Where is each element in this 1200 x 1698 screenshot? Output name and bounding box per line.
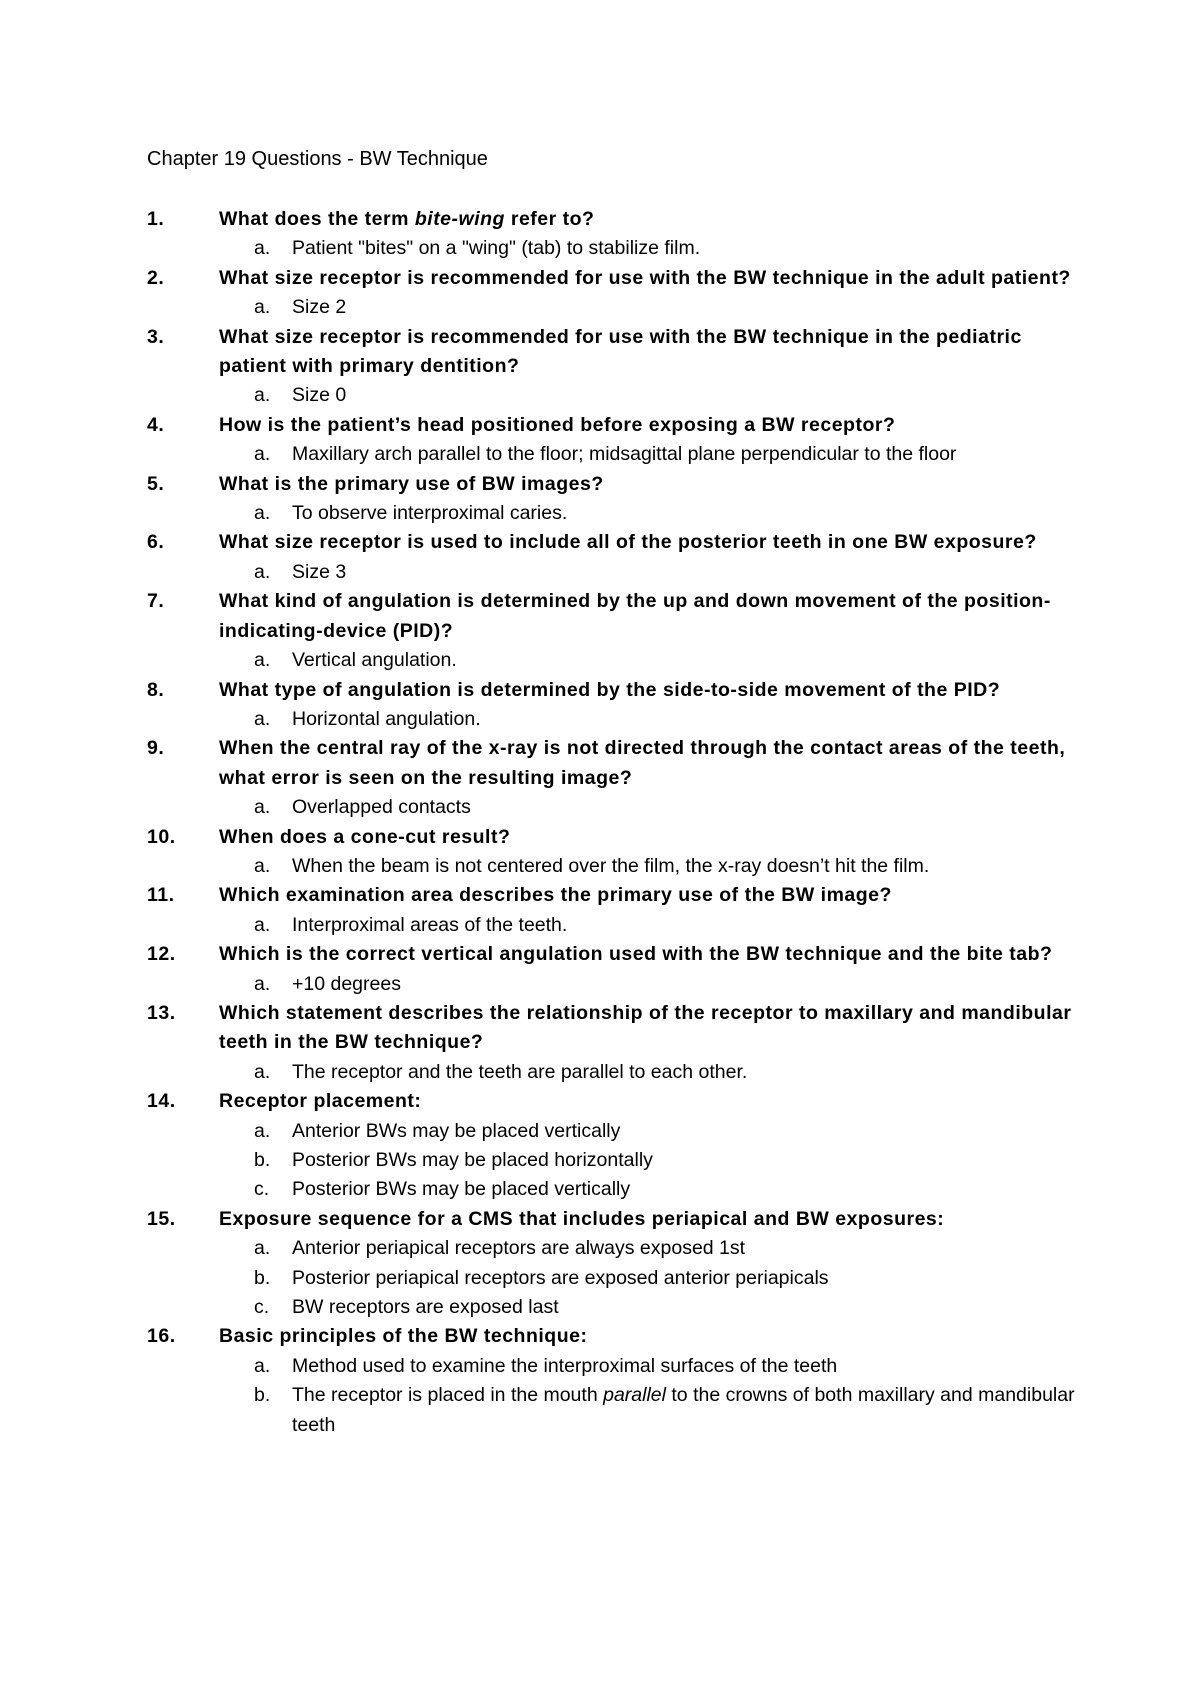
- text-span: Maxillary arch parallel to the floor; midsagittal plane perpendicular to the floor: [292, 443, 957, 466]
- italic-term: parallel: [603, 1384, 666, 1407]
- answer-text: [292, 1264, 1092, 1293]
- question-number: 6.: [147, 531, 165, 554]
- answer-letter: a.: [254, 237, 271, 260]
- question-item: [0, 411, 1200, 470]
- question-item: [0, 676, 1200, 735]
- answer-letter: a.: [254, 972, 271, 995]
- answer-text: [292, 499, 1092, 528]
- answer-list: [0, 293, 1200, 322]
- answer-text: [292, 793, 1092, 822]
- text-span: How is the patient’s head positioned before exposing a BW receptor?: [219, 413, 896, 436]
- answer-text: [292, 234, 1092, 263]
- question-text: [219, 881, 1079, 910]
- text-span: Size 3: [292, 560, 347, 583]
- answer-letter: a.: [254, 296, 271, 319]
- answer-text: [292, 558, 1092, 587]
- answer-letter: a.: [254, 502, 271, 525]
- text-span: The receptor and the teeth are parallel to each other.: [292, 1060, 748, 1083]
- answer-item: [0, 558, 1200, 587]
- question-item: [0, 940, 1200, 999]
- question-number: 1.: [147, 208, 165, 230]
- answer-text: [292, 1117, 1092, 1146]
- text-span: Interproximal areas of the teeth.: [292, 913, 568, 936]
- question-number: 16.: [147, 1325, 176, 1348]
- text-span: Method used to examine the interproximal surfaces of the teeth: [292, 1354, 838, 1377]
- text-span: Vertical angulation.: [292, 649, 457, 672]
- answer-list: [0, 911, 1200, 940]
- question-text: [219, 1205, 1079, 1234]
- text-span: Overlapped contacts: [292, 796, 471, 819]
- question-text: [219, 323, 1079, 382]
- question-number: 7.: [147, 590, 165, 613]
- text-span: Posterior BWs may be placed horizontally: [292, 1149, 653, 1171]
- question-list: [0, 205, 1200, 1440]
- question-text: [219, 411, 1079, 440]
- question-text: [219, 470, 1079, 499]
- question-item: [0, 1322, 1200, 1440]
- answer-text: [292, 1293, 1092, 1322]
- page-title: Chapter 19 Questions - BW Technique: [147, 148, 488, 170]
- answer-list: [0, 381, 1200, 410]
- question-text: [219, 528, 1079, 557]
- text-span: Receptor placement:: [219, 1090, 422, 1113]
- answer-list: [0, 705, 1200, 734]
- question-number: 9.: [147, 737, 165, 760]
- answer-item: [0, 1234, 1200, 1263]
- answer-letter: a.: [254, 1119, 271, 1142]
- question-text: [219, 1087, 1079, 1116]
- question-text: [219, 999, 1079, 1058]
- question-text: [219, 676, 1079, 705]
- answer-letter: a.: [254, 854, 271, 877]
- text-span: refer to?: [504, 208, 595, 230]
- text-span: Horizontal angulation.: [292, 707, 481, 730]
- answer-item: [0, 970, 1200, 999]
- text-span: Which statement describes the relationship of the receptor to maxillary and mandibular teeth in the BW technique?: [219, 1001, 1072, 1054]
- answer-text: [292, 1058, 1092, 1087]
- answer-text: [292, 705, 1092, 734]
- question-number: 8.: [147, 678, 165, 701]
- text-span: Size 2: [292, 296, 347, 319]
- question-number: 11.: [147, 884, 175, 907]
- text-span: Basic principles of the BW technique:: [219, 1325, 588, 1348]
- text-span: Which examination area describes the primary use of the BW image?: [219, 884, 892, 907]
- question-number: 15.: [147, 1207, 176, 1230]
- text-span: What size receptor is used to include all of the posterior teeth in one BW exposure?: [219, 531, 1037, 554]
- answer-letter: c.: [254, 1296, 270, 1319]
- question-number: 3.: [147, 325, 165, 348]
- answer-item: [0, 705, 1200, 734]
- text-span: What kind of angulation is determined by the up and down movement of the position-indicating-device (PID)?: [219, 590, 1051, 642]
- answer-text: [292, 970, 1092, 999]
- answer-list: [0, 558, 1200, 587]
- answer-text: [292, 1234, 1092, 1263]
- text-span: to the crowns of both maxillary and mandibular teeth: [292, 1384, 1075, 1436]
- question-item: [0, 528, 1200, 587]
- answer-letter: a.: [254, 1354, 271, 1377]
- answer-item: [0, 1175, 1200, 1204]
- text-span: When does a cone-cut result?: [219, 825, 511, 848]
- question-number: 10.: [147, 825, 176, 848]
- question-number: 12.: [147, 943, 176, 966]
- text-span: The receptor is placed in the mouth: [292, 1384, 604, 1407]
- text-span: What does the term: [219, 208, 415, 230]
- answer-text: [292, 1381, 1092, 1440]
- text-span: What size receptor is recommended for use with the BW technique in the pediatric patient with primary dentition?: [219, 325, 1022, 378]
- answer-letter: b.: [254, 1384, 271, 1407]
- answer-list: [0, 852, 1200, 881]
- answer-item: [0, 911, 1200, 940]
- question-item: [0, 823, 1200, 882]
- answer-item: [0, 293, 1200, 322]
- answer-letter: c.: [254, 1178, 270, 1201]
- answer-text: [292, 646, 1092, 675]
- text-span: BW receptors are exposed last: [292, 1296, 559, 1319]
- text-span: Patient "bites" on a "wing" (tab) to stabilize film.: [292, 237, 701, 260]
- answer-item: [0, 499, 1200, 528]
- text-span: What is the primary use of BW images?: [219, 472, 604, 495]
- answer-letter: b.: [254, 1266, 271, 1289]
- question-text: [219, 264, 1079, 293]
- answer-item: [0, 1352, 1200, 1381]
- answer-text: [292, 911, 1092, 940]
- answer-item: [0, 1293, 1200, 1322]
- answer-list: [0, 1058, 1200, 1087]
- text-span: Posterior periapical receptors are exposed anterior periapicals: [292, 1266, 829, 1289]
- answer-list: [0, 440, 1200, 469]
- answer-list: [0, 1234, 1200, 1322]
- text-span: To observe interproximal caries.: [292, 502, 568, 525]
- answer-letter: a.: [254, 649, 271, 672]
- answer-letter: a.: [254, 560, 271, 583]
- text-span: Size 0: [292, 384, 347, 407]
- answer-item: [0, 852, 1200, 881]
- answer-item: [0, 1146, 1200, 1175]
- answer-text: [292, 852, 1092, 881]
- answer-text: [292, 1146, 1092, 1175]
- text-span: Posterior BWs may be placed vertically: [292, 1178, 631, 1201]
- question-item: [0, 734, 1200, 822]
- answer-list: [0, 793, 1200, 822]
- text-span: Which is the correct vertical angulation used with the BW technique and the bite tab?: [219, 943, 1053, 966]
- italic-term: bite-wing: [414, 208, 505, 230]
- question-number: 2.: [147, 266, 165, 289]
- answer-letter: b.: [254, 1149, 271, 1171]
- question-number: 14.: [147, 1090, 176, 1113]
- question-text: [219, 823, 1079, 852]
- question-number: 13.: [147, 1001, 176, 1024]
- answer-letter: a.: [254, 913, 271, 936]
- question-item: [0, 205, 1200, 264]
- question-item: [0, 264, 1200, 323]
- question-text: [219, 1322, 1079, 1351]
- answer-list: [0, 646, 1200, 675]
- answer-letter: a.: [254, 1237, 271, 1260]
- answer-letter: a.: [254, 443, 271, 466]
- question-item: [0, 881, 1200, 940]
- question-text: [219, 940, 1079, 969]
- answer-list: [0, 1117, 1200, 1205]
- question-item: [0, 323, 1200, 411]
- answer-letter: a.: [254, 1060, 271, 1083]
- answer-list: [0, 499, 1200, 528]
- answer-text: [292, 1175, 1092, 1204]
- answer-letter: a.: [254, 384, 271, 407]
- question-item: [0, 999, 1200, 1087]
- answer-letter: a.: [254, 796, 271, 819]
- text-span: Exposure sequence for a CMS that includes periapical and BW exposures:: [219, 1207, 945, 1230]
- answer-item: [0, 1058, 1200, 1087]
- text-span: Anterior BWs may be placed vertically: [292, 1119, 621, 1142]
- answer-text: [292, 1352, 1092, 1381]
- answer-text: [292, 293, 1092, 322]
- question-item: [0, 587, 1200, 675]
- answer-item: [0, 1117, 1200, 1146]
- question-text: [219, 205, 1079, 234]
- question-item: [0, 1087, 1200, 1205]
- answer-text: [292, 381, 1092, 410]
- question-item: [0, 1205, 1200, 1323]
- answer-list: [0, 1352, 1200, 1440]
- text-span: +10 degrees: [292, 972, 401, 995]
- answer-item: [0, 440, 1200, 469]
- text-span: When the central ray of the x-ray is not directed through the contact areas of the teeth, what error is seen on the resulting image?: [219, 737, 1066, 789]
- answer-letter: a.: [254, 707, 271, 730]
- answer-item: [0, 381, 1200, 410]
- question-text: [219, 587, 1079, 646]
- answer-item: [0, 234, 1200, 263]
- question-number: 5.: [147, 472, 165, 495]
- answer-list: [0, 234, 1200, 263]
- answer-text: [292, 440, 1092, 469]
- answer-item: [0, 793, 1200, 822]
- question-number: 4.: [147, 413, 165, 436]
- answer-item: [0, 1381, 1200, 1440]
- text-span: Anterior periapical receptors are always exposed 1st: [292, 1237, 746, 1260]
- answer-list: [0, 970, 1200, 999]
- answer-item: [0, 1264, 1200, 1293]
- text-span: When the beam is not centered over the film, the x-ray doesn’t hit the film.: [292, 854, 930, 877]
- text-span: What type of angulation is determined by the side-to-side movement of the PID?: [219, 678, 1001, 701]
- question-item: [0, 470, 1200, 529]
- question-text: [219, 734, 1079, 793]
- text-span: What size receptor is recommended for use with the BW technique in the adult patient?: [219, 266, 1071, 289]
- answer-item: [0, 646, 1200, 675]
